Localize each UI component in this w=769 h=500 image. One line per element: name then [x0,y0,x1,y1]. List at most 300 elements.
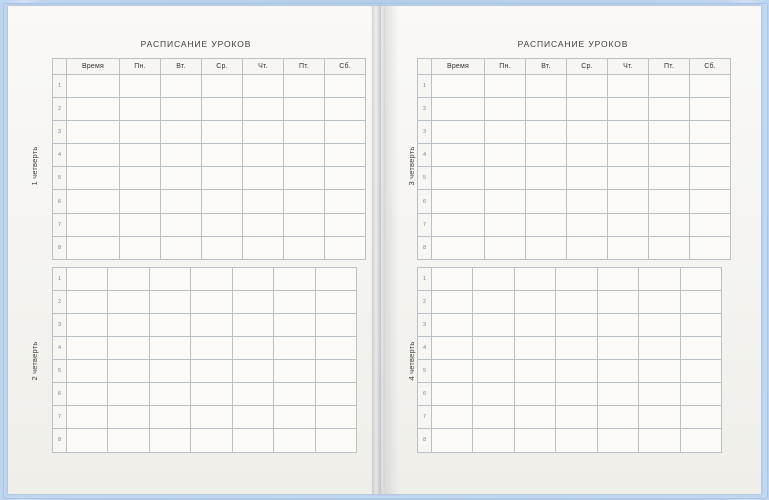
cell-tue[interactable] [149,313,190,336]
cell-tue[interactable] [149,360,190,383]
cell-time[interactable] [67,190,120,213]
cell-fri[interactable] [284,75,325,98]
cell-fri[interactable] [639,313,680,336]
cell-thu[interactable] [243,236,284,259]
col-header-thu: Чт. [608,59,649,75]
cell-thu[interactable] [597,337,638,360]
table-row [53,406,357,429]
cell-thu[interactable] [232,383,273,406]
cell-mon[interactable] [473,429,514,452]
cell-wed[interactable] [567,98,608,121]
row-number: 2 [53,290,67,313]
cell-time[interactable] [432,290,473,313]
cell-mon[interactable] [108,383,149,406]
cell-sat[interactable] [690,75,731,98]
col-header-wed: Ср. [567,59,608,75]
cell-wed[interactable] [191,406,232,429]
cell-sat[interactable] [680,406,721,429]
cell-tue[interactable] [149,337,190,360]
cell-mon[interactable] [108,360,149,383]
cell-tue[interactable] [149,429,190,452]
row-number: 4 [418,337,432,360]
row-number: 8 [418,429,432,452]
row-number: 4 [53,144,67,167]
cell-sat[interactable] [315,290,356,313]
row-number: 3 [53,313,67,336]
table-row [53,267,357,290]
cell-fri[interactable] [649,144,690,167]
cell-wed[interactable] [556,267,597,290]
cell-fri[interactable] [274,313,315,336]
cell-fri[interactable] [284,144,325,167]
cell-fri[interactable] [639,337,680,360]
quarter-label-2: 2 четверть [30,341,39,381]
cell-thu[interactable] [597,290,638,313]
cell-sat[interactable] [315,429,356,452]
cell-wed[interactable] [567,236,608,259]
col-header-wed: Ср. [202,59,243,75]
row-number: 7 [53,213,67,236]
cell-mon[interactable] [473,267,514,290]
cell-time[interactable] [67,144,120,167]
cell-sat[interactable] [680,337,721,360]
cell-wed[interactable] [567,213,608,236]
page-right [385,6,761,494]
cell-tue[interactable] [526,190,567,213]
cell-mon[interactable] [120,98,161,121]
cell-sat[interactable] [680,290,721,313]
cell-wed[interactable] [191,337,232,360]
cell-mon[interactable] [473,290,514,313]
cell-thu[interactable] [232,290,273,313]
cell-fri[interactable] [284,121,325,144]
cell-sat[interactable] [325,167,366,190]
cell-tue[interactable] [161,144,202,167]
cell-tue[interactable] [161,75,202,98]
cell-time[interactable] [67,267,108,290]
cell-thu[interactable] [232,406,273,429]
cell-fri[interactable] [284,213,325,236]
cell-thu[interactable] [597,429,638,452]
cell-time[interactable] [67,236,120,259]
cell-wed[interactable] [191,429,232,452]
cell-fri[interactable] [274,290,315,313]
cell-mon[interactable] [485,144,526,167]
cell-thu[interactable] [597,360,638,383]
cell-thu[interactable] [243,167,284,190]
cell-thu[interactable] [597,406,638,429]
cell-fri[interactable] [274,337,315,360]
cell-tue[interactable] [149,267,190,290]
block-divider [417,260,722,267]
rownum-header [418,59,432,75]
cell-tue[interactable] [161,190,202,213]
cell-mon[interactable] [473,406,514,429]
cell-fri[interactable] [639,267,680,290]
cell-fri[interactable] [639,429,680,452]
cell-time[interactable] [67,213,120,236]
cell-sat[interactable] [315,406,356,429]
row-number: 2 [418,98,432,121]
cell-mon[interactable] [473,360,514,383]
cell-tue[interactable] [149,290,190,313]
table-row [53,236,366,259]
cell-thu[interactable] [243,98,284,121]
row-number: 1 [418,267,432,290]
cell-thu[interactable] [243,213,284,236]
cell-fri[interactable] [284,167,325,190]
cell-sat[interactable] [690,98,731,121]
cell-fri[interactable] [274,360,315,383]
cell-time[interactable] [67,167,120,190]
cell-sat[interactable] [325,190,366,213]
cell-time[interactable] [432,383,473,406]
cell-time[interactable] [67,75,120,98]
cell-fri[interactable] [649,213,690,236]
cell-wed[interactable] [202,75,243,98]
table-row [418,290,722,313]
row-number: 6 [418,383,432,406]
schedule-table-q2 [52,267,357,453]
table-row [53,337,357,360]
cell-mon[interactable] [485,167,526,190]
cell-tue[interactable] [149,383,190,406]
table-row [418,383,722,406]
cell-thu[interactable] [243,75,284,98]
cell-mon[interactable] [485,98,526,121]
cell-thu[interactable] [232,313,273,336]
cell-mon[interactable] [108,406,149,429]
quarter-label-1: 1 четверть [30,146,39,186]
cell-thu[interactable] [243,121,284,144]
cell-wed[interactable] [202,236,243,259]
table-header-row [418,59,731,75]
cell-thu[interactable] [608,213,649,236]
cell-mon[interactable] [120,167,161,190]
cell-wed[interactable] [191,313,232,336]
table-row [418,213,731,236]
table-row [53,429,357,452]
cell-time[interactable] [67,429,108,452]
cell-time[interactable] [432,267,473,290]
page-left [8,6,385,494]
quarter-label-4: 4 четверть [407,341,416,381]
cell-sat[interactable] [690,167,731,190]
table-row [418,406,722,429]
cell-wed[interactable] [191,267,232,290]
table-row [418,429,722,452]
cell-fri[interactable] [274,429,315,452]
cell-fri[interactable] [639,360,680,383]
cell-mon[interactable] [485,236,526,259]
col-header-sat: Сб. [690,59,731,75]
table-row [53,190,366,213]
cell-tue[interactable] [514,360,555,383]
cell-wed[interactable] [556,290,597,313]
row-number: 3 [418,313,432,336]
row-number: 3 [418,121,432,144]
cell-sat[interactable] [325,144,366,167]
cell-wed[interactable] [556,429,597,452]
cell-wed[interactable] [567,121,608,144]
cell-fri[interactable] [639,406,680,429]
row-number: 5 [53,167,67,190]
cell-wed[interactable] [556,313,597,336]
cell-mon[interactable] [120,190,161,213]
cell-time[interactable] [432,190,485,213]
cell-sat[interactable] [325,75,366,98]
cell-tue[interactable] [161,167,202,190]
table-row [418,121,731,144]
table-row [53,98,366,121]
cell-sat[interactable] [315,267,356,290]
page-spread [8,6,761,494]
cell-tue[interactable] [161,98,202,121]
cell-wed[interactable] [191,383,232,406]
cell-time[interactable] [67,383,108,406]
row-number: 8 [418,236,432,259]
cell-sat[interactable] [690,236,731,259]
row-number: 7 [418,213,432,236]
cell-tue[interactable] [526,167,567,190]
cell-mon[interactable] [120,144,161,167]
page-title: РАСПИСАНИЕ УРОКОВ [517,39,629,49]
cell-sat[interactable] [325,98,366,121]
cell-time[interactable] [67,313,108,336]
cell-sat[interactable] [315,360,356,383]
cell-fri[interactable] [284,98,325,121]
cell-time[interactable] [432,213,485,236]
cell-fri[interactable] [649,190,690,213]
cell-thu[interactable] [232,429,273,452]
cell-tue[interactable] [526,236,567,259]
table-row [53,313,357,336]
cell-mon[interactable] [120,75,161,98]
cell-tue[interactable] [161,236,202,259]
cell-thu[interactable] [597,313,638,336]
row-number: 1 [418,75,432,98]
table-row [418,267,722,290]
table-row [53,144,366,167]
cell-wed[interactable] [191,290,232,313]
row-number: 1 [53,75,67,98]
cell-fri[interactable] [274,383,315,406]
cell-wed[interactable] [556,406,597,429]
cell-fri[interactable] [649,121,690,144]
cell-fri[interactable] [284,236,325,259]
cell-tue[interactable] [526,98,567,121]
cell-sat[interactable] [680,313,721,336]
col-header-sat: Сб. [325,59,366,75]
cell-time[interactable] [67,360,108,383]
cell-sat[interactable] [680,383,721,406]
cell-tue[interactable] [161,121,202,144]
cell-fri[interactable] [649,98,690,121]
cell-mon[interactable] [108,429,149,452]
cell-wed[interactable] [202,190,243,213]
cell-wed[interactable] [556,383,597,406]
cell-time[interactable] [432,406,473,429]
col-header-tue: Вт. [161,59,202,75]
cell-mon[interactable] [473,337,514,360]
cell-thu[interactable] [597,267,638,290]
table-row [418,98,731,121]
cell-thu[interactable] [608,144,649,167]
cell-tue[interactable] [526,75,567,98]
cell-sat[interactable] [315,337,356,360]
cell-fri[interactable] [639,290,680,313]
cell-time[interactable] [67,337,108,360]
cell-mon[interactable] [485,190,526,213]
cell-sat[interactable] [325,213,366,236]
cell-sat[interactable] [690,190,731,213]
cell-time[interactable] [432,313,473,336]
schedule-table-q4 [417,267,722,453]
row-number: 7 [53,406,67,429]
cell-sat[interactable] [690,121,731,144]
col-header-mon: Пн. [485,59,526,75]
cell-tue[interactable] [514,313,555,336]
cell-sat[interactable] [680,429,721,452]
row-number: 6 [53,383,67,406]
cell-fri[interactable] [284,190,325,213]
cell-time[interactable] [432,144,485,167]
cell-thu[interactable] [608,121,649,144]
cell-thu[interactable] [608,190,649,213]
cell-tue[interactable] [514,406,555,429]
cell-wed[interactable] [556,360,597,383]
cell-time[interactable] [432,98,485,121]
cell-sat[interactable] [680,267,721,290]
cell-thu[interactable] [232,360,273,383]
cell-time[interactable] [67,290,108,313]
cell-time[interactable] [67,121,120,144]
cell-sat[interactable] [690,213,731,236]
cell-tue[interactable] [149,406,190,429]
cell-wed[interactable] [202,144,243,167]
row-number: 6 [418,190,432,213]
cell-tue[interactable] [526,121,567,144]
cell-time[interactable] [432,121,485,144]
cell-thu[interactable] [597,383,638,406]
table-row [53,75,366,98]
cell-sat[interactable] [325,121,366,144]
cell-thu[interactable] [243,144,284,167]
cell-time[interactable] [432,429,473,452]
cell-time[interactable] [432,75,485,98]
cell-mon[interactable] [120,121,161,144]
col-header-time: Время [432,59,485,75]
row-number: 3 [53,121,67,144]
table-row [418,236,731,259]
cell-fri[interactable] [274,406,315,429]
cell-mon[interactable] [108,267,149,290]
cell-thu[interactable] [243,190,284,213]
cell-sat[interactable] [315,313,356,336]
cell-fri[interactable] [274,267,315,290]
col-header-thu: Чт. [243,59,284,75]
cell-sat[interactable] [325,236,366,259]
cell-tue[interactable] [526,213,567,236]
table-header-row [53,59,366,75]
row-number: 7 [418,406,432,429]
cell-wed[interactable] [567,144,608,167]
cell-time[interactable] [432,360,473,383]
cell-time[interactable] [432,167,485,190]
cell-mon[interactable] [473,313,514,336]
cell-thu[interactable] [608,167,649,190]
row-number: 8 [53,236,67,259]
cell-mon[interactable] [120,236,161,259]
schedule-table-q1 [52,58,366,260]
quarter-label-3: 3 четверть [407,146,416,186]
cell-wed[interactable] [567,75,608,98]
cell-time[interactable] [67,406,108,429]
cell-mon[interactable] [485,213,526,236]
cell-fri[interactable] [649,75,690,98]
table-row [53,290,357,313]
cell-tue[interactable] [514,429,555,452]
schedule-right [417,58,722,453]
cell-wed[interactable] [191,360,232,383]
cell-tue[interactable] [526,144,567,167]
cell-mon[interactable] [473,383,514,406]
rownum-header [53,59,67,75]
cell-tue[interactable] [514,383,555,406]
cell-fri[interactable] [649,236,690,259]
cell-time[interactable] [432,236,485,259]
row-number: 1 [53,267,67,290]
col-header-time: Время [67,59,120,75]
cell-time[interactable] [67,98,120,121]
cell-wed[interactable] [556,337,597,360]
cell-fri[interactable] [649,167,690,190]
cell-fri[interactable] [639,383,680,406]
cell-tue[interactable] [514,337,555,360]
cell-time[interactable] [432,337,473,360]
cell-wed[interactable] [567,167,608,190]
cell-wed[interactable] [202,121,243,144]
cell-mon[interactable] [485,121,526,144]
table-row [53,121,366,144]
cell-wed[interactable] [202,213,243,236]
cell-wed[interactable] [567,190,608,213]
cell-thu[interactable] [232,267,273,290]
cell-tue[interactable] [161,213,202,236]
cell-wed[interactable] [202,167,243,190]
cell-tue[interactable] [514,267,555,290]
cell-sat[interactable] [315,383,356,406]
col-header-mon: Пн. [120,59,161,75]
cell-mon[interactable] [108,290,149,313]
cell-thu[interactable] [608,236,649,259]
cell-thu[interactable] [608,75,649,98]
col-header-fri: Пт. [649,59,690,75]
cell-tue[interactable] [514,290,555,313]
cell-thu[interactable] [608,98,649,121]
cell-mon[interactable] [485,75,526,98]
cell-sat[interactable] [690,144,731,167]
cell-wed[interactable] [202,98,243,121]
cell-sat[interactable] [680,360,721,383]
cell-mon[interactable] [108,337,149,360]
cell-thu[interactable] [232,337,273,360]
table-row [418,144,731,167]
cell-mon[interactable] [120,213,161,236]
col-header-fri: Пт. [284,59,325,75]
table-row [418,167,731,190]
cell-mon[interactable] [108,313,149,336]
